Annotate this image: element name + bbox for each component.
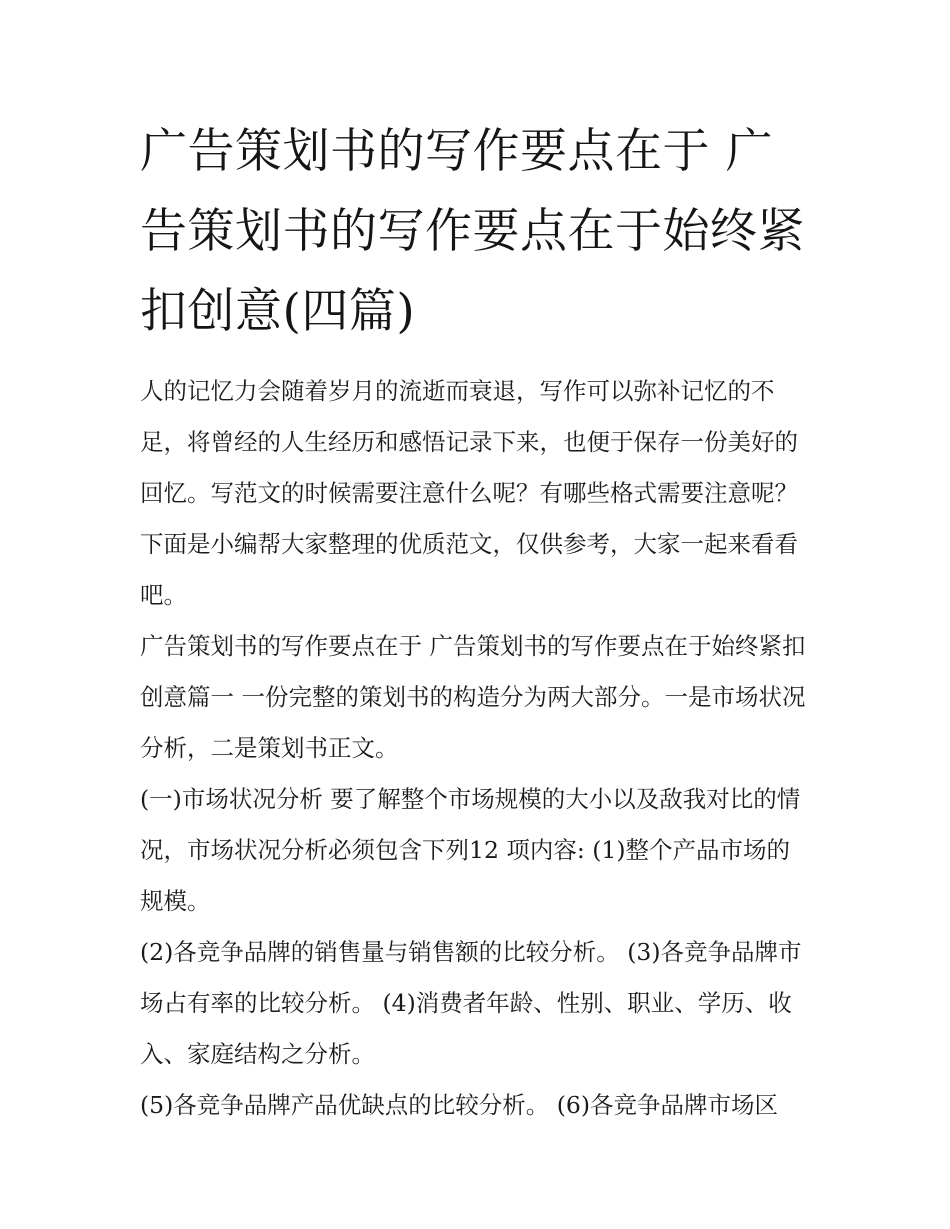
paragraph-items-5-6: (5)各竞争品牌产品优缺点的比较分析。 (6)各竞争品牌市场区	[140, 1091, 779, 1119]
paragraph-intro: 人的记忆力会随着岁月的流逝而衰退，写作可以弥补记忆的不足，将曾经的人生经历和感悟记录下来，也便于保存一份美好的回忆。写范文的时候需要注意什么呢？有哪些格式需要注意呢？下面是小编帮大家整理的优质范文，仅供参考，大家一起来看看吧。	[140, 377, 798, 609]
paragraph-market-analysis: (一)市场状况分析 要了解整个市场规模的大小以及敌我对比的情况，市场状况分析必须包含下列12 项内容: (1)整个产品市场的规模。	[140, 785, 801, 915]
document-body	[140, 112, 812, 1131]
paragraph-section-one-intro: 广告策划书的写作要点在于 广告策划书的写作要点在于始终紧扣创意篇一 一份完整的策划书的构造分为两大部分。一是市场状况分析，二是策划书正文。	[140, 632, 806, 762]
document-title: 广告策划书的写作要点在于 广告策划书的写作要点在于始终紧扣创意(四篇)	[140, 124, 805, 339]
paragraph-items-2-4: (2)各竞争品牌的销售量与销售额的比较分析。 (3)各竞争品牌市场占有率的比较分析。 (4)消费者年龄、性别、职业、学历、收入、家庭结构之分析。	[140, 938, 802, 1068]
